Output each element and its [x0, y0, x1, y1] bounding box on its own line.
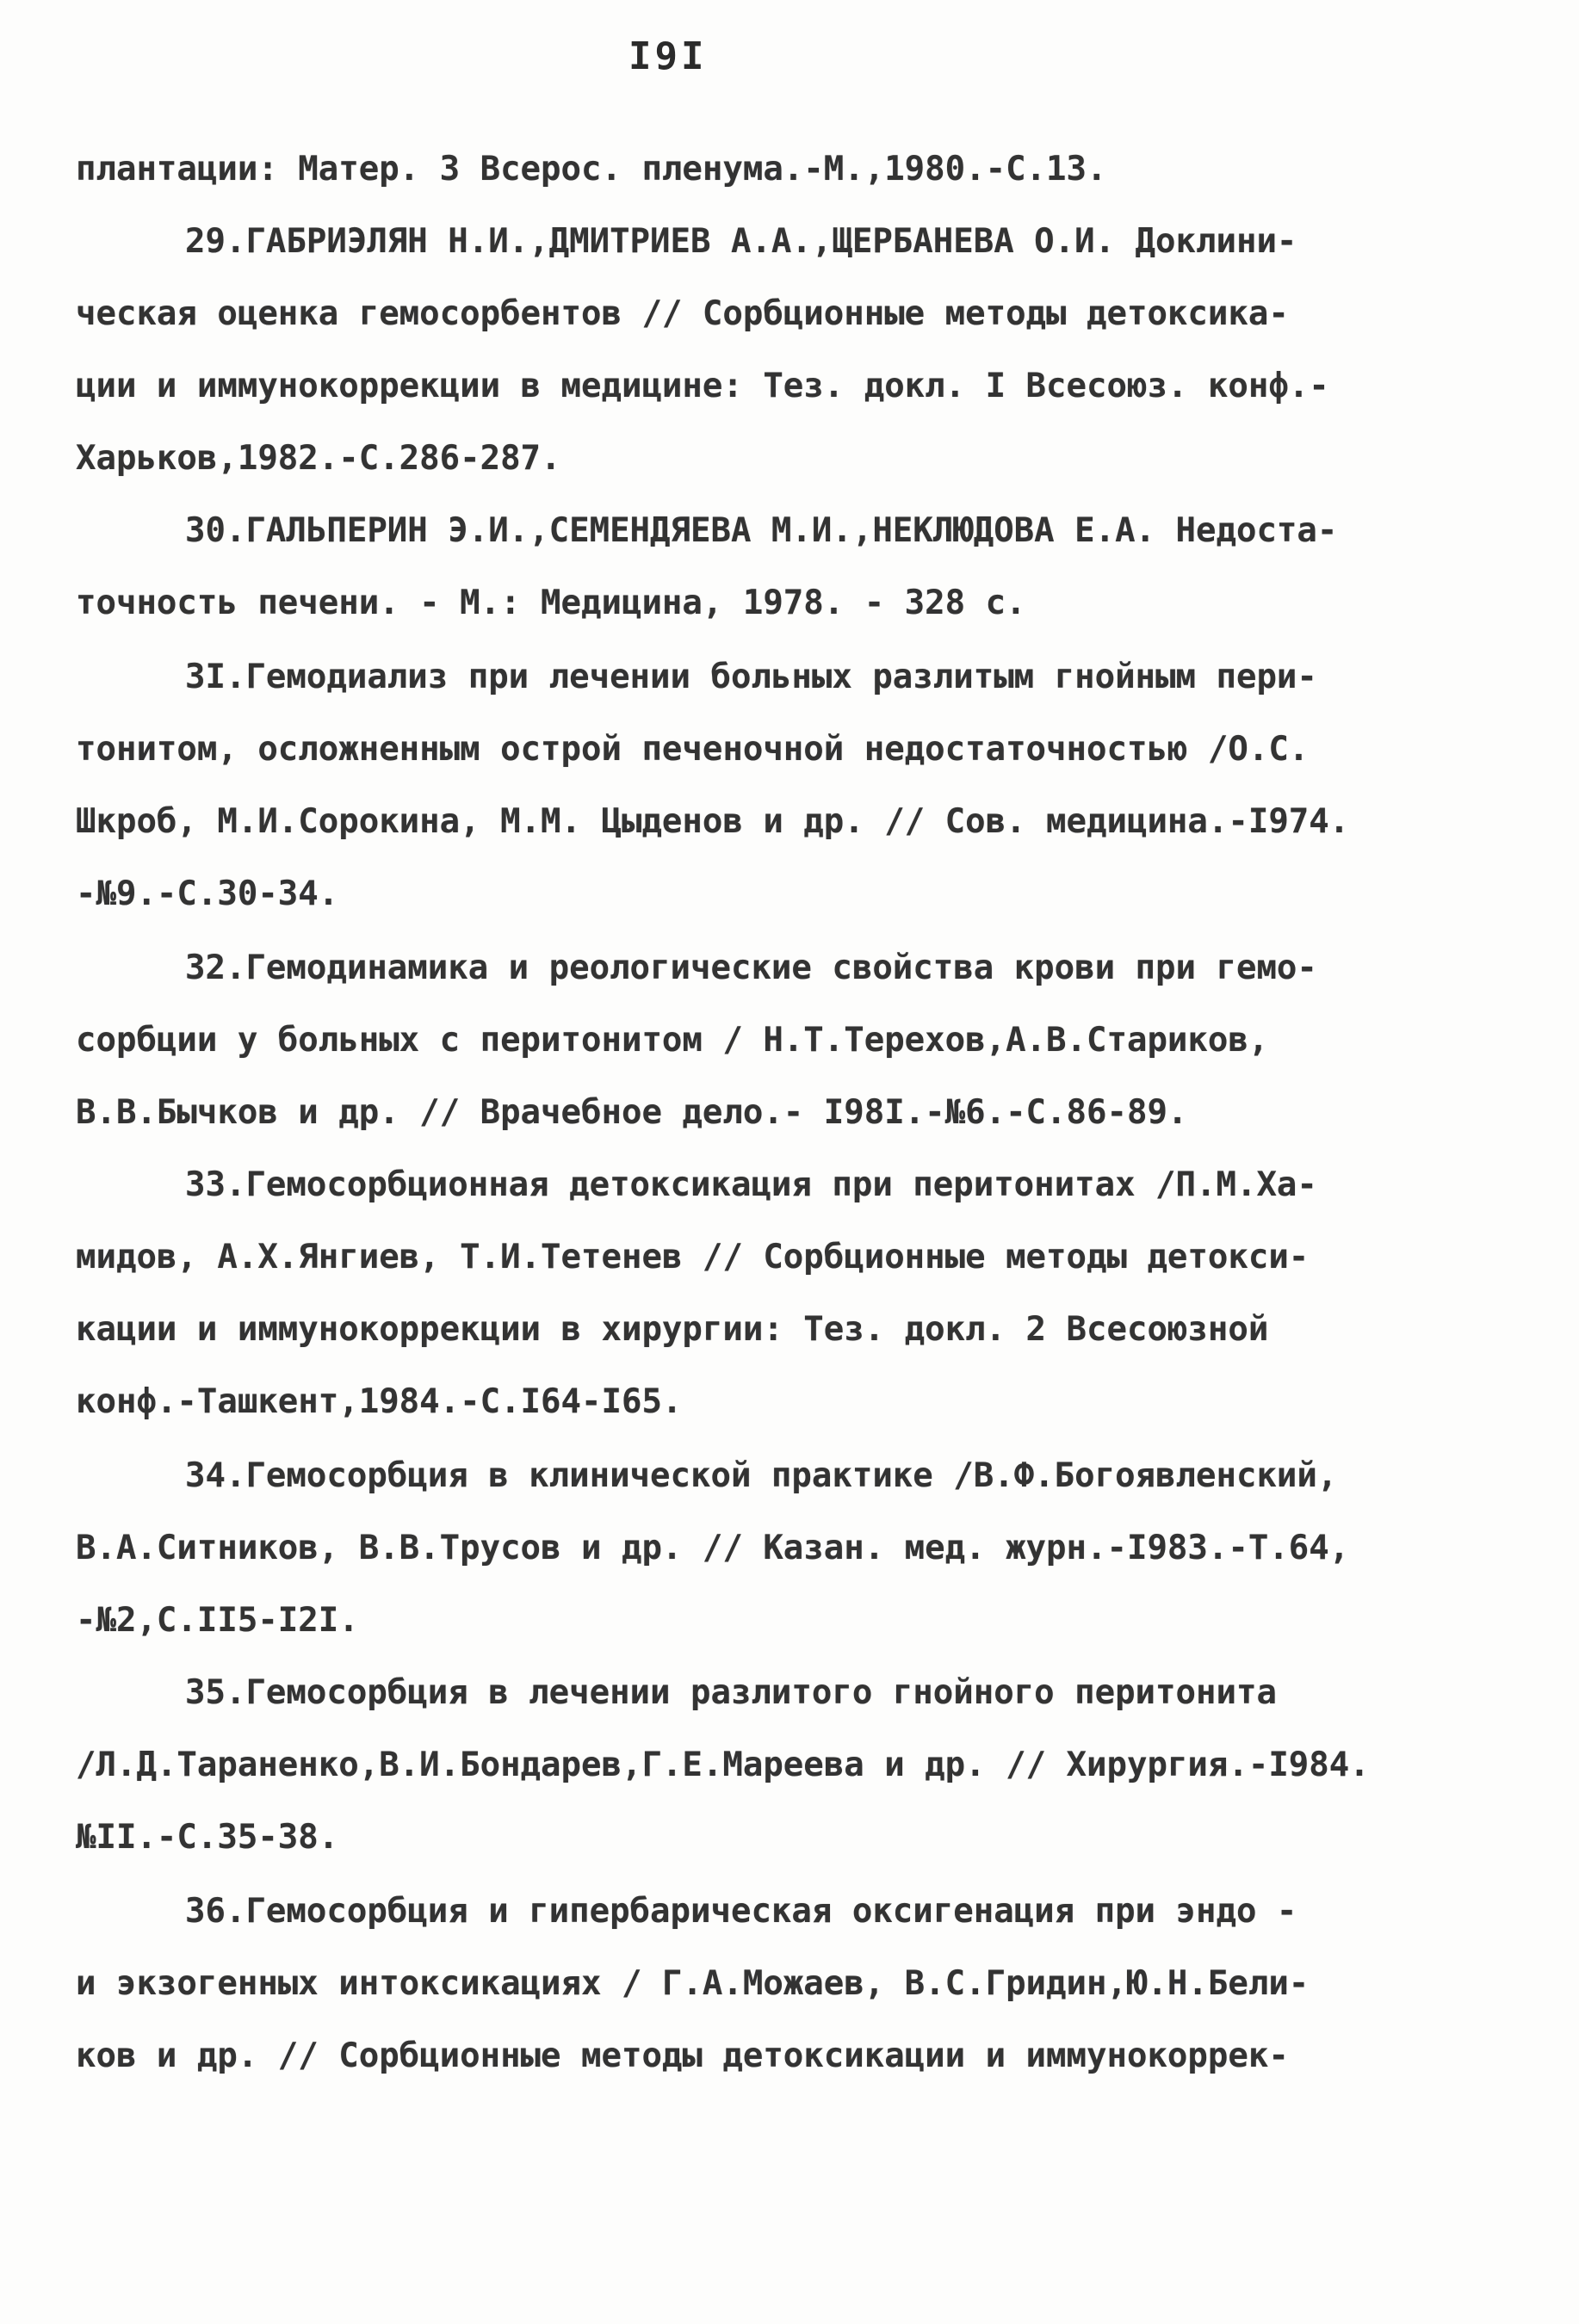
text-line: 29.ГАБРИЭЛЯН Н.И.,ДМИТРИЕВ А.А.,ЩЕРБАНЕВА О.И. Доклини-: [185, 222, 1297, 261]
text-line: -№2,С.II5-I2I.: [76, 1601, 359, 1640]
text-line: Харьков,1982.-С.286-287.: [76, 439, 561, 478]
text-line: и экзогенных интоксикациях / Г.А.Можаев, В.С.Гридин,Ю.Н.Бели-: [76, 1964, 1310, 2003]
text-line: конф.-Ташкент,1984.-С.I64-I65.: [76, 1382, 683, 1421]
text-line: кации и иммунокоррекции в хирургии: Тез. докл. 2 Всесоюзной: [76, 1310, 1269, 1349]
text-line: 32.Гемодинамика и реологические свойства крови при гемо-: [185, 949, 1317, 987]
text-line: 36.Гемосорбция и гипербарическая оксигенация при эндо -: [185, 1892, 1297, 1931]
text-line: 3I.Гемодиализ при лечении больных разлитым гнойным пери-: [185, 658, 1317, 696]
text-line: сорбции у больных с перитонитом / Н.Т.Терехов,А.В.Стариков,: [76, 1021, 1269, 1060]
text-line: -№9.-С.30-34.: [76, 875, 339, 913]
text-line: Шкроб, М.И.Сорокина, М.М. Цыденов и др. // Сов. медицина.-I974.: [76, 802, 1350, 841]
text-line: /Л.Д.Тараненко,В.И.Бондарев,Г.Е.Мареева и др. // Хирургия.-I984.: [76, 1746, 1370, 1784]
text-line: 30.ГАЛЬПЕРИН Э.И.,СЕМЕНДЯЕВА М.И.,НЕКЛЮДОВА Е.А. Недоста-: [185, 511, 1338, 550]
text-line: 35.Гемосорбция в лечении разлитого гнойного перитонита: [185, 1673, 1277, 1712]
text-line: точность печени. - М.: Медицина, 1978. - 328 с.: [76, 584, 1026, 622]
text-line: В.В.Бычков и др. // Врачебное дело.- I98I.-№6.-С.86-89.: [76, 1093, 1188, 1132]
text-line: плантации: Матер. 3 Всерос. пленума.-М.,1980.-С.13.: [76, 150, 1107, 189]
text-line: ков и др. // Сорбционные методы детоксикации и иммунокоррек-: [76, 2037, 1289, 2075]
text-line: ции и иммунокоррекции в медицине: Тез. докл. I Всесоюз. конф.-: [76, 367, 1329, 405]
text-line: тонитом, осложненным острой печеночной недостаточностью /О.С.: [76, 730, 1310, 769]
text-line: мидов, А.Х.Янгиев, Т.И.Тетенев // Сорбционные методы детокси-: [76, 1238, 1310, 1276]
text-line: №II.-С.35-38.: [76, 1818, 339, 1857]
text-line: ческая оценка гемосорбентов // Сорбционные методы детоксика-: [76, 294, 1289, 333]
text-line: 34.Гемосорбция в клинической практике /В.Ф.Богоявленский,: [185, 1456, 1338, 1495]
page-number: I9I: [629, 34, 708, 78]
text-line: 33.Гемосорбционная детоксикация при перитонитах /П.М.Ха-: [185, 1165, 1317, 1204]
text-line: В.А.Ситников, В.В.Трусов и др. // Казан. мед. журн.-I983.-Т.64,: [76, 1529, 1350, 1567]
